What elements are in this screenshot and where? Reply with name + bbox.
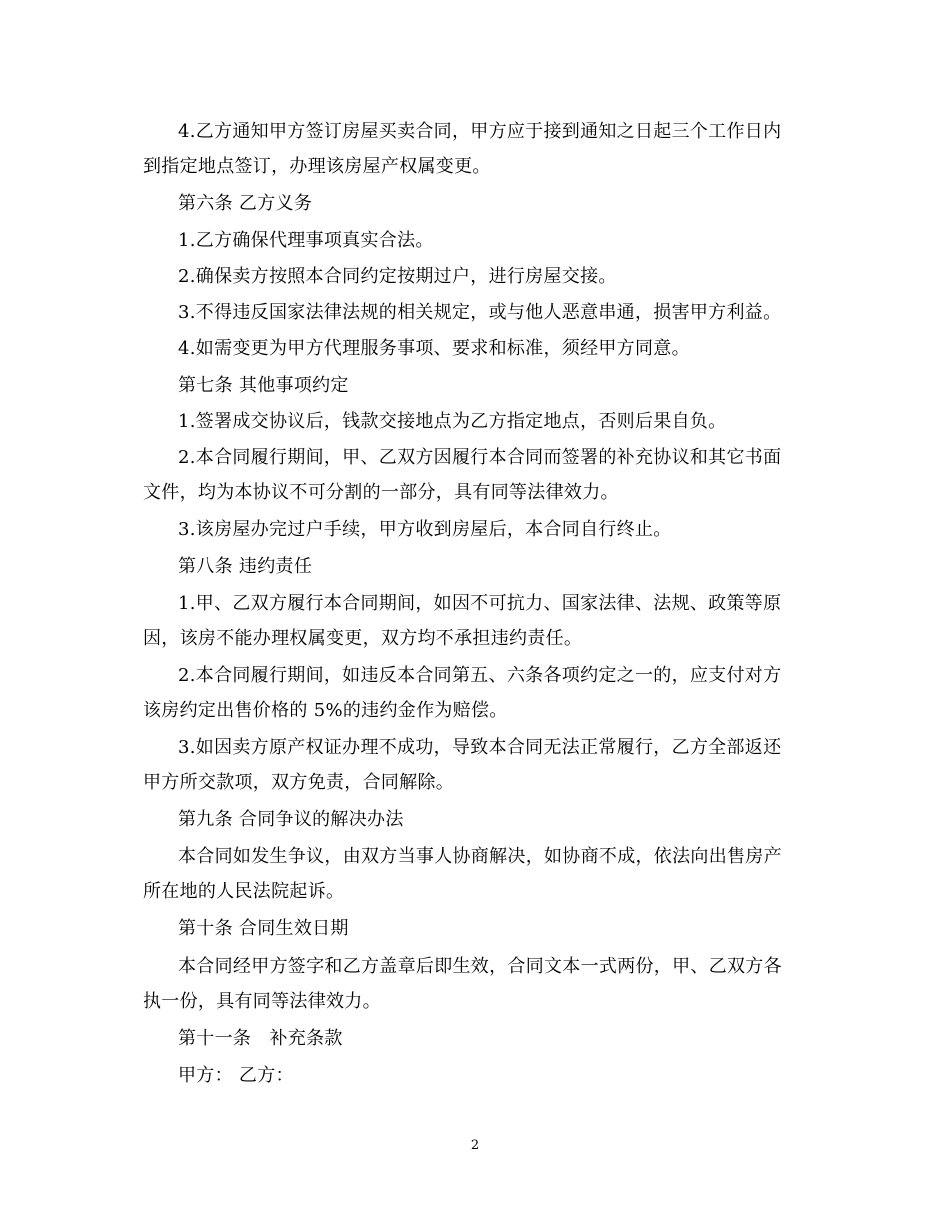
- paragraph-p6-1: 1.乙方确保代理事项真实合法。: [178, 230, 434, 251]
- article-8-heading: 第八条 违约责任: [178, 556, 313, 577]
- article-7-heading: 第七条 其他事项约定: [178, 375, 349, 396]
- paragraph-p8-1-line-2: 因，该房不能办理权属变更，双方均不承担违约责任。: [143, 628, 583, 649]
- paragraph-p7-3: 3.该房屋办完过户手续，甲方收到房屋后，本合同自行终止。: [178, 519, 672, 540]
- paragraph-p8-3-line-2: 甲方所交款项，双方免责，合同解除。: [143, 772, 455, 793]
- paragraph-p8-3-line-1: 3.如因卖方原产权证办理不成功，导致本合同无法正常履行，乙方全部返还: [178, 737, 782, 758]
- paragraph-p6-2: 2.确保卖方按照本合同约定按期过户，进行房屋交接。: [178, 266, 617, 287]
- article-10-heading: 第十条 合同生效日期: [178, 918, 349, 939]
- paragraph-p7-1: 1.签署成交协议后，钱款交接地点为乙方指定地点，否则后果自负。: [178, 411, 727, 432]
- paragraph-p7-2-line-1: 2.本合同履行期间，甲、乙双方因履行本合同而签署的补充协议和其它书面: [178, 447, 782, 468]
- paragraph-p8-2-line-1: 2.本合同履行期间，如违反本合同第五、六条各项约定之一的，应支付对方: [178, 665, 782, 686]
- article-9-heading: 第九条 合同争议的解决办法: [178, 809, 404, 830]
- paragraph-p6-3: 3.不得违反国家法律法规的相关规定，或与他人恶意串通，损害甲方利益。: [178, 302, 782, 323]
- paragraph-p8-2-line-2: 该房约定出售价格的 5%的违约金作为赔偿。: [143, 700, 508, 721]
- signature-line: 甲方： 乙方：: [178, 1065, 294, 1086]
- paragraph-p10-1-line-2: 执一份，具有同等法律效力。: [143, 991, 381, 1012]
- paragraph-p8-1-line-1: 1.甲、乙双方履行本合同期间，如因不可抗力、国家法律、法规、政策等原: [178, 593, 782, 614]
- paragraph-p1-line-2: 到指定地点签订，办理该房屋产权属变更。: [143, 156, 491, 177]
- article-11-heading: 第十一条 补充条款: [178, 1028, 343, 1049]
- paragraph-p10-1-line-1: 本合同经甲方签字和乙方盖章后即生效，合同文本一式两份，甲、乙双方各: [178, 956, 782, 977]
- paragraph-p9-1-line-1: 本合同如发生争议，由双方当事人协商解决，如协商不成，依法向出售房产: [178, 846, 782, 867]
- paragraph-p6-4: 4.如需变更为甲方代理服务事项、要求和标准，须经甲方同意。: [178, 338, 690, 359]
- paragraph-p7-2-line-2: 文件，均为本协议不可分割的一部分，具有同等法律效力。: [143, 482, 619, 503]
- paragraph-p1-line-1: 4.乙方通知甲方签订房屋买卖合同，甲方应于接到通知之日起三个工作日内: [178, 121, 782, 142]
- paragraph-p9-1-line-2: 所在地的人民法院起诉。: [143, 881, 345, 902]
- page-number: 2: [470, 1138, 480, 1153]
- article-6-heading: 第六条 乙方义务: [178, 193, 313, 214]
